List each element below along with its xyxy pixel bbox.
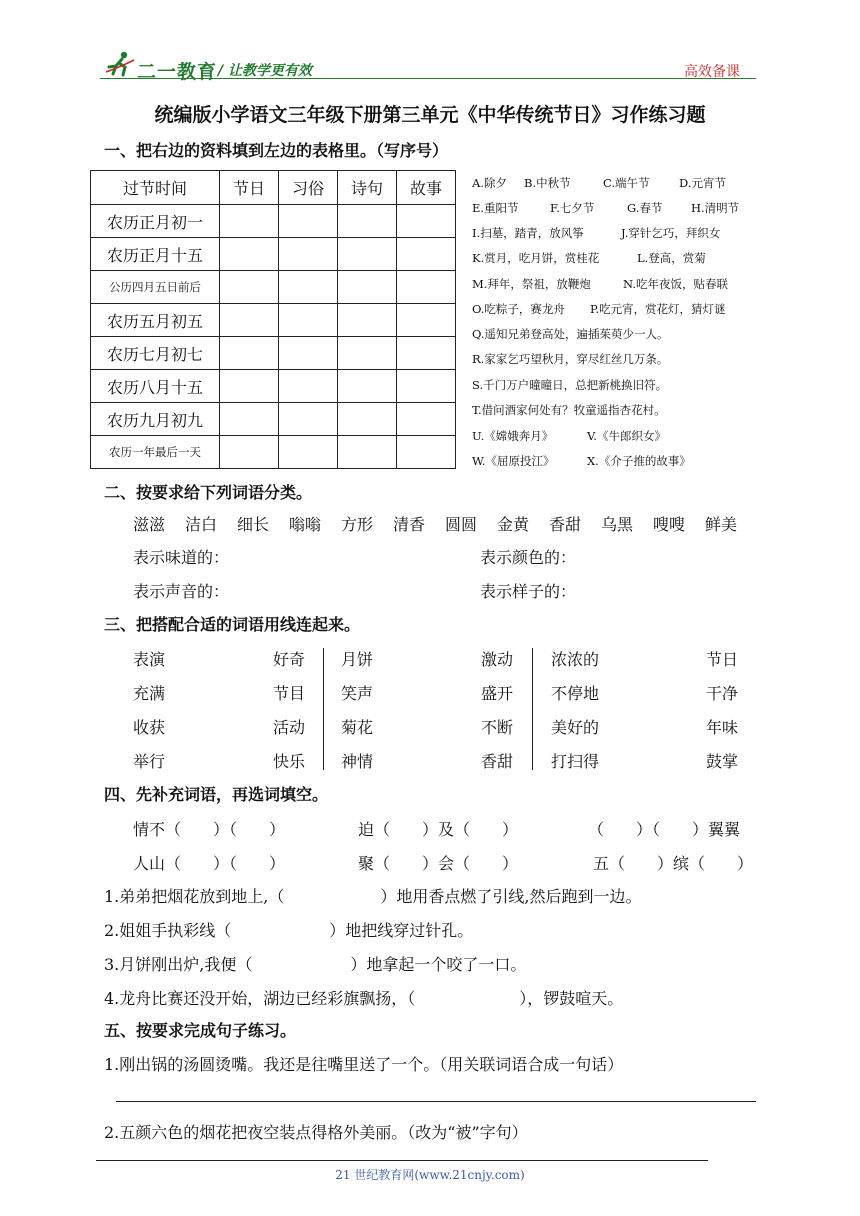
logo-runner-icon bbox=[104, 50, 136, 78]
date-cell: 农历七月初七 bbox=[91, 337, 220, 370]
table-row bbox=[91, 403, 456, 436]
date-cell: 农历正月十五 bbox=[91, 238, 220, 271]
option-line: T.借问酒家何处有？牧童遥指杏花村。 bbox=[472, 403, 666, 417]
section-5-heading: 五、按要求完成句子练习。 bbox=[104, 1021, 297, 1040]
match-right[interactable]: 激动 bbox=[481, 650, 514, 669]
match-right[interactable]: 不断 bbox=[481, 718, 514, 737]
idiom-blank[interactable]: 情不（ ）（ ） bbox=[133, 820, 286, 839]
match-right[interactable]: 节日 bbox=[706, 650, 739, 669]
match-left[interactable]: 神情 bbox=[341, 752, 374, 771]
col-header: 节日 bbox=[220, 171, 279, 205]
option-line: W.《屈原投江》 X.《介子推的故事》 bbox=[472, 454, 691, 468]
answer-line-2[interactable] bbox=[96, 1160, 708, 1161]
header-right-label: 高效备课 bbox=[684, 64, 740, 80]
table-row bbox=[91, 337, 456, 370]
option-line: K.赏月，吃月饼，赏桂花 L.登高，赏菊 bbox=[472, 251, 706, 265]
option-line: Q.遥知兄弟登高处，遍插茱萸少一人。 bbox=[472, 327, 669, 341]
word: 清香 bbox=[393, 515, 426, 534]
table-row bbox=[91, 238, 456, 271]
section-3-heading: 三、把搭配合适的词语用线连起来。 bbox=[104, 615, 361, 634]
idiom-blank[interactable]: 迫（ ）及（ ） bbox=[358, 820, 519, 839]
answer-cell[interactable] bbox=[338, 238, 397, 271]
match-right[interactable]: 节目 bbox=[273, 684, 306, 703]
idiom-blank[interactable]: 五（ ）缤（ ） bbox=[593, 854, 754, 873]
match-right[interactable]: 盛开 bbox=[481, 684, 514, 703]
word: 方形 bbox=[341, 515, 374, 534]
column-divider bbox=[532, 648, 533, 770]
option-line: O.吃粽子，赛龙舟 P.吃元宵，赏花灯，猜灯谜 bbox=[472, 302, 726, 316]
column-divider bbox=[323, 648, 324, 770]
word: 嗡嗡 bbox=[289, 515, 322, 534]
prompt-color: 表示颜色的： bbox=[480, 548, 577, 567]
answer-cell[interactable] bbox=[397, 238, 456, 271]
option-line: M.拜年，祭祖，放鞭炮 N.吃年夜饭，贴春联 bbox=[472, 277, 728, 291]
prompt-sound: 表示声音的： bbox=[133, 582, 230, 601]
col-header: 过节时间 bbox=[91, 171, 220, 205]
answer-cell[interactable] bbox=[397, 205, 456, 238]
header-divider bbox=[100, 78, 756, 79]
answer-cell[interactable] bbox=[220, 436, 279, 469]
word: 洁白 bbox=[185, 515, 218, 534]
answer-cell[interactable] bbox=[338, 370, 397, 403]
match-left[interactable]: 收获 bbox=[133, 718, 166, 737]
date-cell: 农历一年最后一天 bbox=[91, 436, 220, 469]
table-row bbox=[91, 436, 456, 469]
section-2-heading: 二、按要求给下列词语分类。 bbox=[104, 483, 313, 502]
answer-cell[interactable] bbox=[220, 304, 279, 337]
answer-cell[interactable] bbox=[279, 370, 338, 403]
col-header: 习俗 bbox=[279, 171, 338, 205]
option-line: R.家家乞巧望秋月，穿尽红丝几万条。 bbox=[472, 352, 669, 366]
match-left[interactable]: 打扫得 bbox=[551, 752, 600, 771]
word: 滋滋 bbox=[133, 515, 166, 534]
answer-cell[interactable] bbox=[220, 370, 279, 403]
match-right[interactable]: 干净 bbox=[706, 684, 739, 703]
prompt-shape: 表示样子的： bbox=[480, 582, 577, 601]
match-left[interactable]: 菊花 bbox=[341, 718, 374, 737]
answer-cell[interactable] bbox=[338, 436, 397, 469]
table-header-row bbox=[91, 171, 456, 205]
word: 香甜 bbox=[549, 515, 582, 534]
header-slogan: / 让教学更有效 bbox=[218, 63, 312, 79]
answer-cell[interactable] bbox=[220, 238, 279, 271]
match-right[interactable]: 好奇 bbox=[273, 650, 306, 669]
option-line: U.《嫦娥奔月》 V.《牛郎织女》 bbox=[472, 429, 666, 443]
table-row bbox=[91, 304, 456, 337]
answer-cell[interactable] bbox=[279, 337, 338, 370]
word: 鲜美 bbox=[705, 515, 738, 534]
match-left[interactable]: 美好的 bbox=[551, 718, 600, 737]
answer-cell[interactable] bbox=[220, 271, 279, 304]
date-cell: 公历四月五日前后 bbox=[91, 271, 220, 304]
answer-cell[interactable] bbox=[220, 337, 279, 370]
sentence-task-2: 2.五颜六色的烟花把夜空装点得格外美丽。（改为“被”字句） bbox=[104, 1123, 528, 1142]
match-left[interactable]: 浓浓的 bbox=[551, 650, 600, 669]
match-left[interactable]: 月饼 bbox=[341, 650, 374, 669]
date-cell: 农历八月十五 bbox=[91, 370, 220, 403]
idiom-blank[interactable]: 人山（ ）（ ） bbox=[133, 854, 286, 873]
prompt-taste: 表示味道的： bbox=[133, 548, 230, 567]
table-row bbox=[91, 271, 456, 304]
answer-cell[interactable] bbox=[397, 370, 456, 403]
table-row bbox=[91, 370, 456, 403]
match-left[interactable]: 表演 bbox=[133, 650, 166, 669]
fill-sentence-4: 4.龙舟比赛还没开始，湖边已经彩旗飘扬，（ ），锣鼓喧天。 bbox=[104, 989, 624, 1008]
word: 金黄 bbox=[497, 515, 530, 534]
answer-cell[interactable] bbox=[338, 205, 397, 238]
answer-cell[interactable] bbox=[220, 205, 279, 238]
idiom-blank[interactable]: （ ）（ ）翼翼 bbox=[588, 820, 741, 839]
col-header: 诗句 bbox=[338, 171, 397, 205]
table-row bbox=[91, 205, 456, 238]
answer-cell[interactable] bbox=[279, 403, 338, 436]
answer-cell[interactable] bbox=[279, 271, 338, 304]
date-cell: 农历五月初五 bbox=[91, 304, 220, 337]
match-right[interactable]: 活动 bbox=[273, 718, 306, 737]
match-left[interactable]: 举行 bbox=[133, 752, 166, 771]
match-right[interactable]: 快乐 bbox=[273, 752, 306, 771]
fill-sentence-2: 2.姐姐手执彩线（ ）地把线穿过针孔。 bbox=[104, 921, 474, 940]
answer-cell[interactable] bbox=[397, 403, 456, 436]
answer-cell[interactable] bbox=[338, 403, 397, 436]
answer-cell[interactable] bbox=[397, 304, 456, 337]
answer-cell[interactable] bbox=[338, 304, 397, 337]
answer-cell[interactable] bbox=[338, 337, 397, 370]
match-left[interactable]: 不停地 bbox=[551, 684, 600, 703]
date-cell: 农历九月初九 bbox=[91, 403, 220, 436]
answer-cell[interactable] bbox=[220, 403, 279, 436]
page-footer: 21 世纪教育网(www.21cnjy.com) bbox=[335, 1168, 525, 1182]
answer-cell[interactable] bbox=[279, 205, 338, 238]
word-bank bbox=[133, 512, 745, 535]
section-1-heading: 一、把右边的资料填到左边的表格里。（写序号） bbox=[104, 141, 449, 160]
option-line: I.扫墓，踏青，放风筝 J.穿针乞巧，拜织女 bbox=[472, 226, 721, 240]
word: 圆圆 bbox=[445, 515, 478, 534]
answer-cell[interactable] bbox=[279, 436, 338, 469]
match-right[interactable]: 香甜 bbox=[481, 752, 514, 771]
date-cell: 农历正月初一 bbox=[91, 205, 220, 238]
fill-sentence-1: 1.弟弟把烟花放到地上,（ ）地用香点燃了引线,然后跑到一边。 bbox=[104, 887, 642, 906]
option-line: E.重阳节 F.七夕节 G.春节 H.清明节 bbox=[472, 201, 740, 215]
match-left[interactable]: 充满 bbox=[133, 684, 166, 703]
answer-cell[interactable] bbox=[397, 271, 456, 304]
fill-sentence-3: 3.月饼刚出炉,我便（ ）地拿起一个咬了一口。 bbox=[104, 955, 527, 974]
match-right[interactable]: 年味 bbox=[706, 718, 739, 737]
match-left[interactable]: 笑声 bbox=[341, 684, 374, 703]
answer-cell[interactable] bbox=[338, 271, 397, 304]
idiom-blank[interactable]: 聚（ ）会（ ） bbox=[358, 854, 519, 873]
word: 乌黑 bbox=[601, 515, 634, 534]
logo-text: 二一教育 bbox=[137, 61, 218, 83]
answer-cell[interactable] bbox=[397, 436, 456, 469]
answer-cell[interactable] bbox=[279, 238, 338, 271]
answer-line-1[interactable] bbox=[116, 1101, 756, 1102]
festival-table bbox=[90, 170, 456, 469]
col-header: 故事 bbox=[397, 171, 456, 205]
option-line: S.千门万户曈曈日，总把新桃换旧符。 bbox=[472, 378, 668, 392]
word: 细长 bbox=[237, 515, 270, 534]
word: 嗖嗖 bbox=[653, 515, 686, 534]
option-line: A.除夕 B.中秋节 C.端午节 D.元宵节 bbox=[472, 176, 726, 190]
match-right[interactable]: 鼓掌 bbox=[706, 752, 739, 771]
answer-cell[interactable] bbox=[279, 304, 338, 337]
section-4-heading: 四、先补充词语，再选词填空。 bbox=[104, 785, 329, 804]
sentence-task-1: 1.刚出锅的汤圆烫嘴。我还是往嘴里送了一个。（用关联词语合成一句话） bbox=[104, 1055, 624, 1074]
answer-cell[interactable] bbox=[397, 337, 456, 370]
page-title: 统编版小学语文三年级下册第三单元《中华传统节日》习作练习题 bbox=[154, 104, 706, 126]
